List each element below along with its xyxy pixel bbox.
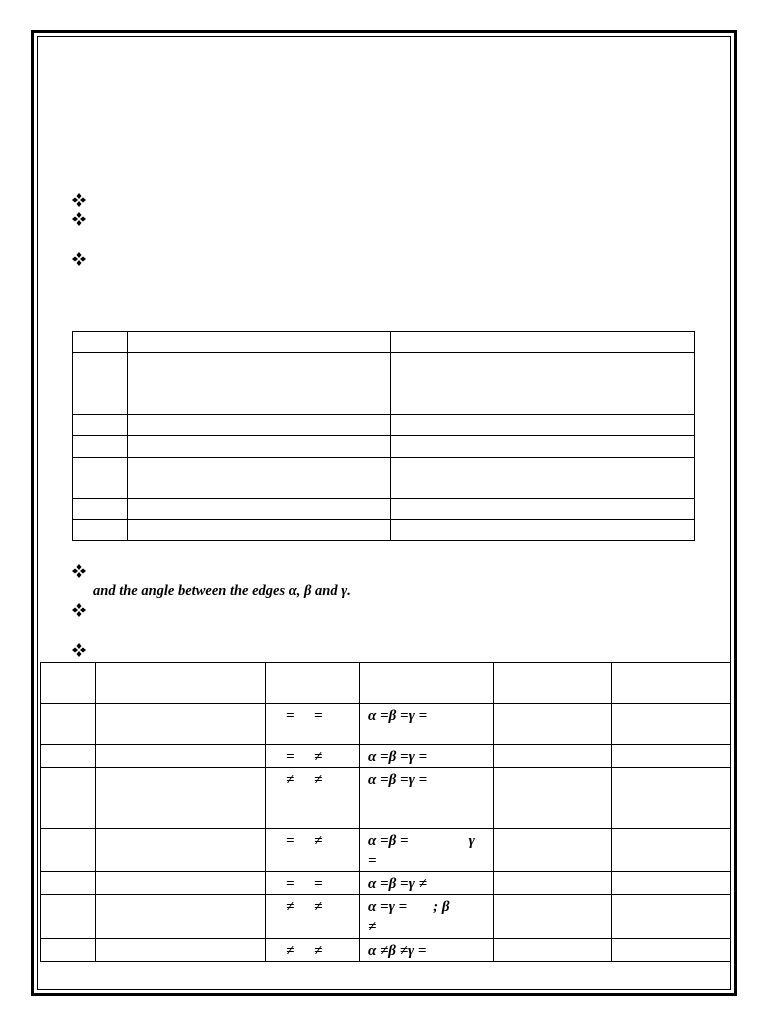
lattice-table <box>40 662 731 962</box>
table-row <box>41 895 731 939</box>
edge-relation: = <box>286 708 295 724</box>
angle-relation: α =β =γ ≠ <box>368 876 427 892</box>
edge-relation: = <box>314 708 323 724</box>
diamond-bullet-icon <box>72 212 86 226</box>
angle-relation-line2: ≠ <box>368 919 377 935</box>
angle-relation-line2: = <box>368 853 377 869</box>
angle-relation: α =β =γ = <box>368 772 428 788</box>
angle-relation-tail: γ <box>468 833 475 849</box>
edge-relation: = <box>314 876 323 892</box>
angle-relation: α =γ = <box>368 899 408 915</box>
table-row <box>41 939 731 962</box>
angle-relation: α =β = <box>368 833 409 849</box>
edge-relation: ≠ <box>286 943 295 959</box>
edge-relation: = <box>286 876 295 892</box>
diamond-bullet-icon <box>72 564 86 578</box>
angle-relation: α =β =γ = <box>368 708 428 724</box>
edge-relation: ≠ <box>314 749 323 765</box>
edge-relation: ≠ <box>314 833 323 849</box>
diamond-bullet-icon <box>72 603 86 617</box>
table-row <box>41 768 731 829</box>
edge-relation: ≠ <box>314 943 323 959</box>
table-row <box>41 704 731 745</box>
table-header-row <box>41 663 731 704</box>
table-row <box>41 745 731 768</box>
diamond-bullet-icon <box>72 643 86 657</box>
edge-relation: = <box>286 749 295 765</box>
angle-relation: α ≠β ≠γ = <box>368 943 427 959</box>
edge-relation: ≠ <box>286 899 295 915</box>
diamond-bullet-icon <box>72 193 86 207</box>
diamond-bullet-icon <box>72 252 86 266</box>
structure-table <box>72 331 695 541</box>
angle-relation-tail: ; β <box>433 899 450 915</box>
edge-relation: = <box>286 833 295 849</box>
edge-relation: ≠ <box>314 899 323 915</box>
edge-relation: ≠ <box>286 772 295 788</box>
table-row <box>41 872 731 895</box>
angle-caption: and the angle between the edges α, β and γ. <box>93 583 351 599</box>
angle-relation: α =β =γ = <box>368 749 428 765</box>
table-row <box>41 829 731 872</box>
edge-relation: ≠ <box>314 772 323 788</box>
